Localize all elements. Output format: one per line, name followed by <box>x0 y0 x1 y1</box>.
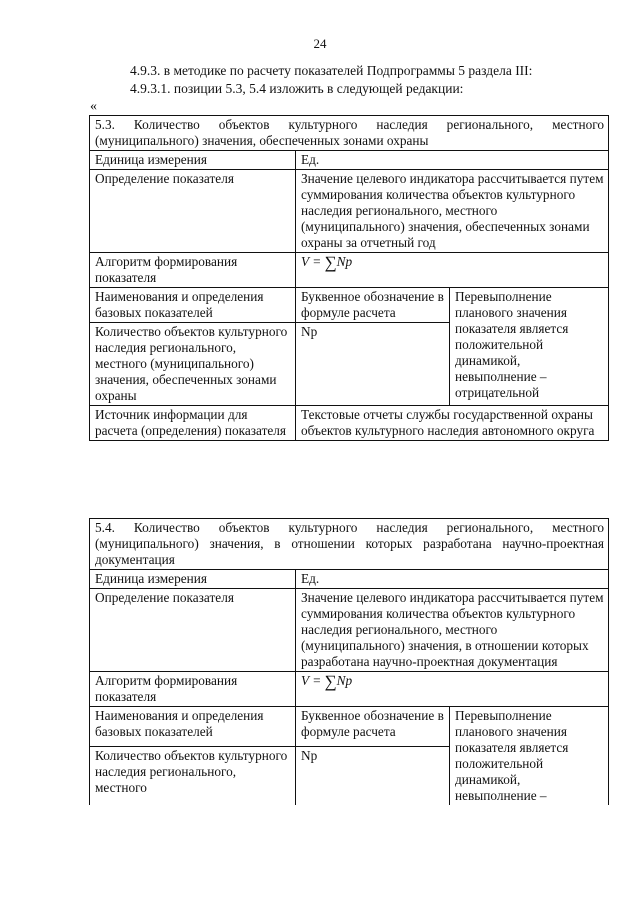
opening-quote: « <box>90 99 97 114</box>
base-indicator-symbol: Np <box>296 323 450 406</box>
unit-label: Единица измерения <box>90 151 296 170</box>
formula-rhs: Np <box>336 673 353 688</box>
base-indicators-label: Наименования и определения базовых показателей <box>90 288 296 323</box>
table-row <box>90 151 609 170</box>
source-label: Источник информации для расчета (определения) показателя <box>90 406 296 441</box>
dynamics-note: Перевыполнение планового значения показателя является положительной динамикой, невыполнение – <box>450 707 609 806</box>
table-row <box>90 253 609 288</box>
definition-value: Значение целевого индикатора рассчитывается путем суммирования количества объектов культурного наследия регионального, местного (муниципального) значения, в отношении которых разработана научно-проектная документация <box>296 589 609 672</box>
table-row <box>90 519 609 570</box>
letter-designation-label: Буквенное обозначение в формуле расчета <box>296 707 450 747</box>
dynamics-note: Перевыполнение планового значения показателя является положительной динамикой, невыполнение – отрицательной <box>450 288 609 406</box>
unit-label: Единица измерения <box>90 570 296 589</box>
table-row <box>90 406 609 441</box>
table-row <box>90 707 609 747</box>
base-indicator-name: Количество объектов культурного наследия регионального, местного <box>90 747 296 805</box>
algorithm-label: Алгоритм формирования показателя <box>90 253 296 288</box>
formula-lhs: V = <box>301 673 325 688</box>
intro-line-2: 4.9.3.1. позиции 5.3, 5.4 изложить в следующей редакции: <box>130 81 464 96</box>
definition-value: Значение целевого индикатора рассчитывается путем суммирования количества объектов культурного наследия регионального, местного (муниципального) значения, обеспеченных зонами охраны за отчетный год <box>296 170 609 253</box>
definition-label: Определение показателя <box>90 170 296 253</box>
indicator-heading: 5.3. Количество объектов культурного наследия регионального, местного (муниципального) значения, обеспеченных зонами охраны <box>90 116 609 151</box>
table-row <box>90 589 609 672</box>
base-indicator-symbol: Np <box>296 747 450 805</box>
formula <box>296 672 609 707</box>
letter-designation-label: Буквенное обозначение в формуле расчета <box>296 288 450 323</box>
table-row <box>90 672 609 707</box>
indicator-table-5-3 <box>89 115 609 441</box>
unit-value: Ед. <box>296 570 609 589</box>
intro-line-1: 4.9.3. в методике по расчету показателей Подпрограммы 5 раздела III: <box>130 63 533 78</box>
unit-value: Ед. <box>296 151 609 170</box>
source-value: Текстовые отчеты службы государственной охраны объектов культурного наследия автономного округа <box>296 406 609 441</box>
table-row <box>90 170 609 253</box>
table-row <box>90 116 609 151</box>
base-indicators-label: Наименования и определения базовых показателей <box>90 707 296 747</box>
base-indicator-name: Количество объектов культурного наследия регионального, местного (муниципального) значения, обеспеченных зонами охраны <box>90 323 296 406</box>
table-row <box>90 288 609 323</box>
table-row <box>90 570 609 589</box>
formula-lhs: V = <box>301 254 325 269</box>
definition-label: Определение показателя <box>90 589 296 672</box>
indicator-heading: 5.4. Количество объектов культурного наследия регионального, местного (муниципального) значения, в отношении которых разработана научно-проектная документация <box>90 519 609 570</box>
algorithm-label: Алгоритм формирования показателя <box>90 672 296 707</box>
formula-rhs: Np <box>336 254 353 269</box>
sum-icon: ∑ <box>324 253 337 272</box>
sum-icon: ∑ <box>324 672 337 691</box>
page-number: 24 <box>313 36 327 51</box>
indicator-table-5-4 <box>89 518 609 805</box>
formula <box>296 253 609 288</box>
